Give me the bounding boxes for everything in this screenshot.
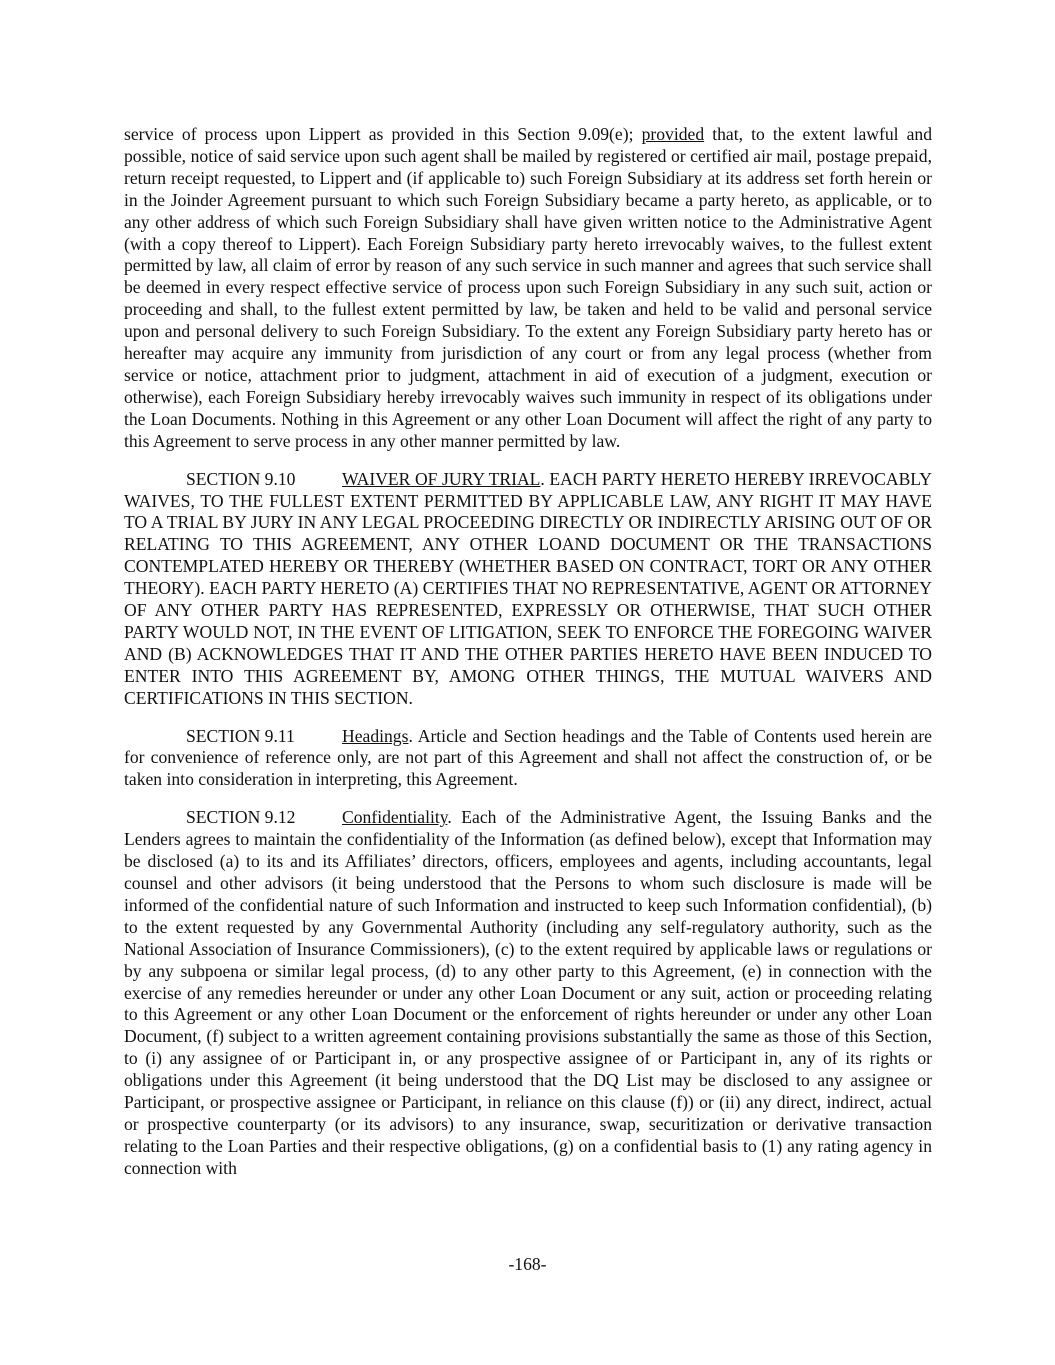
- section-body: . Each of the Administrative Agent, the Issuing Banks and the Lenders agrees to maintain the confidentiality of the Information (as defined below), except that Information may be disclosed (a) to its and its Affiliates’ directors, officers, employees and agents, including accountants, legal counsel and other advisors (it being understood that the Persons to whom such disclosure is made will be informed of the confidential nature of such Information and instructed to keep such Information confidential), (b) to the extent requested by any Governmental Authority (including any self-regulatory authority, such as the National Association of Insurance Commissioners), (c) to the extent required by applicable laws or regulations or by any subpoena or similar legal process, (d) to any other party to this Agreement, (e) in connection with the exercise of any remedies hereunder or under any other Loan Document or any suit, action or proceeding relating to this Agreement or any other Loan Document or the enforcement of rights hereunder or under any other Loan Document, (f) subject to a written agreement containing provisions substantially the same as those of this Section, to (i) any assignee of or Participant in, or any prospective assignee of or Participant in, any of its rights or obligations under this Agreement (it being understood that the DQ List may be disclosed to any assignee or Participant, or prospective assignee or Participant, in reliance on this clause (f)) or (ii) any direct, indirect, actual or prospective counterparty (or its advisors) to any insurance, swap, securitization or derivative transaction relating to the Loan Parties and their respective obligations, (g) on a confidential basis to (1) any rating agency in connection with: [124, 807, 932, 1178]
- section-heading: Headings: [342, 725, 409, 746]
- paragraph-body-text: that, to the extent lawful and possible, notice of said service upon such agent shall be mailed by registered or certified air mail, postage prepaid, return receipt requested, to Lippert and (if applicable to) such Foreign Subsidiary at its address set forth herein or in the Joinder Agreement pursuant to which such Foreign Subsidiary became a party hereto, as applicable, or to any other address of which such Foreign Subsidiary shall have given written notice to the Administrative Agent (with a copy thereof to Lippert). Each Foreign Subsidiary party hereto irrevocably waives, to the fullest extent permitted by law, all claim of error by reason of any such service in such manner and agrees that such service shall be deemed in every respect effective service of process upon such Foreign Subsidiary in any such suit, action or proceeding and shall, to the fullest extent permitted by law, be taken and held to be valid and personal service upon and personal delivery to such Foreign Subsidiary. To the extent any Foreign Subsidiary party hereto has or hereafter may acquire any immunity from jurisdiction of any court or from any legal process (whether from service or notice, attachment prior to judgment, attachment in aid of execution of a judgment, execution or otherwise), each Foreign Subsidiary hereby irrevocably waives such immunity in respect of its obligations under the Loan Documents. Nothing in this Agreement or any other Loan Document will affect the right of any party to this Agreement to serve process in any other manner permitted by law.: [124, 124, 933, 451]
- provided-term: provided: [641, 124, 705, 144]
- section-body: . EACH PARTY HERETO HEREBY IRREVOCABLY WAIVES, TO THE FULLEST EXTENT PERMITTED BY APPLICABLE LAW, ANY RIGHT IT MAY HAVE TO A TRIAL BY JURY IN ANY LEGAL PROCEEDING DIRECTLY OR INDIRECTLY ARISING OUT OF OR RELATING TO THIS AGREEMENT, ANY OTHER LOAND DOCUMENT OR THE TRANSACTIONS CONTEMPLATED HEREBY OR THEREBY (WHETHER BASED ON CONTRACT, TORT OR ANY OTHER THEORY). EACH PARTY HERETO (A) CERTIFIES THAT NO REPRESENTATIVE, AGENT OR ATTORNEY OF ANY OTHER PARTY HAS REPRESENTED, EXPRESSLY OR OTHERWISE, THAT SUCH OTHER PARTY WOULD NOT, IN THE EVENT OF LITIGATION, SEEK TO ENFORCE THE FOREGOING WAIVER AND (B) ACKNOWLEDGES THAT IT AND THE OTHER PARTIES HERETO HAVE BEEN INDUCED TO ENTER INTO THIS AGREEMENT BY, AMONG OTHER THINGS, THE MUTUAL WAIVERS AND CERTIFICATIONS IN THIS SECTION.: [124, 468, 933, 708]
- section-heading: Confidentiality: [342, 807, 448, 828]
- section-heading: WAIVER OF JURY TRIAL: [342, 468, 541, 489]
- section-number: SECTION 9.12: [186, 807, 296, 828]
- section-body: . Article and Section headings and the Table of Contents used herein are for convenience of reference only, are not part of this Agreement and shall not affect the construction of, or be taken into consideration in interpreting, this Agreement.: [124, 725, 932, 790]
- section-9-12: [124, 807, 932, 1179]
- page-number: -168-: [508, 1254, 547, 1274]
- section-9-11: [124, 726, 932, 792]
- paragraph-lead-text: service of process upon Lippert as provided in this Section 9.09(e);: [124, 124, 642, 144]
- paragraph-service-of-process: [124, 124, 932, 453]
- section-9-10: [124, 469, 932, 710]
- section-number: SECTION 9.11: [186, 725, 295, 746]
- section-number: SECTION 9.10: [186, 468, 296, 489]
- document-page: [124, 124, 932, 1196]
